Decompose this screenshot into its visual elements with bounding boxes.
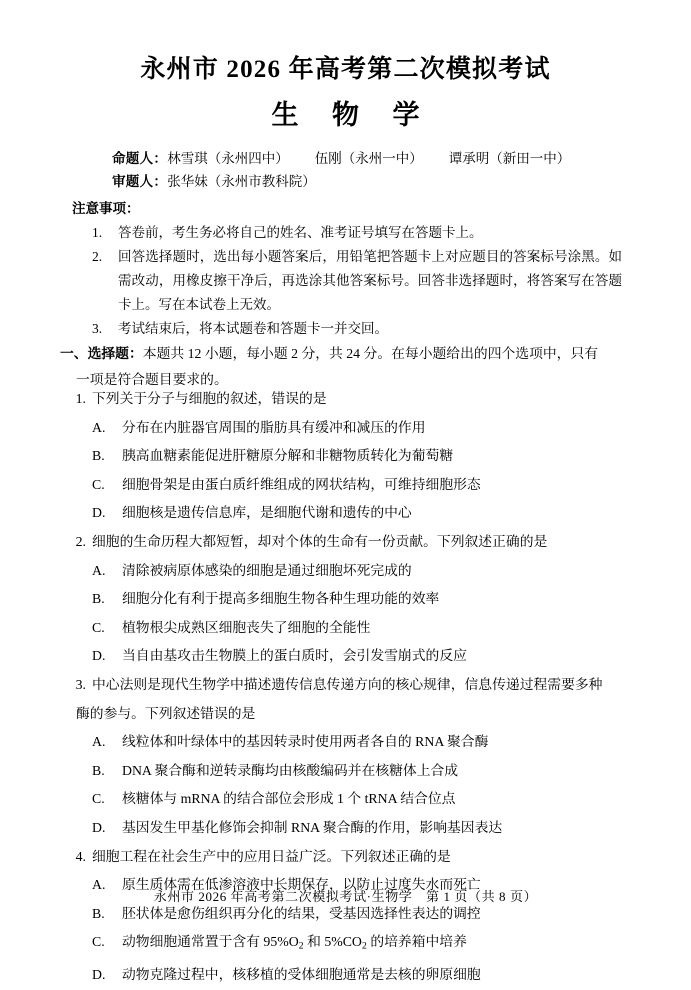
option-a[interactable]	[92, 414, 622, 443]
notice-list	[92, 221, 622, 341]
question-stem: 下列关于分子与细胞的叙述，错误的是	[92, 391, 327, 406]
option-text: 动物克隆过程中，核移植的受体细胞通常是去核的卵原细胞	[122, 967, 481, 983]
option-label: B.	[92, 448, 105, 464]
credits-block	[112, 147, 632, 193]
option-label: C.	[92, 619, 105, 635]
reviewer-row	[112, 170, 632, 193]
question-stem-line2: 酶的参与。下列叙述错误的是	[76, 705, 256, 721]
page-title: 永州市 2026 年高考第二次模拟考试	[140, 56, 551, 83]
setter-row	[112, 147, 632, 170]
option-c[interactable]	[92, 785, 622, 814]
option-d[interactable]	[92, 499, 622, 528]
setter-name-1: 林雪琪（永州四中）	[167, 151, 289, 166]
question-stem: 细胞工程在社会生产中的应用日益广泛。下列叙述正确的是	[92, 848, 451, 864]
section-instruction-line2: 一项是符合题目要求的。	[76, 372, 228, 387]
option-label: A.	[92, 562, 106, 578]
notice-item-text: 答卷前，考生务必将自己的姓名、准考证号填写在答题卡上。	[118, 225, 483, 240]
question-item	[60, 671, 622, 843]
option-label: B.	[92, 905, 105, 921]
option-b[interactable]	[92, 757, 622, 786]
question-number: 1.	[75, 391, 86, 406]
section-instruction-line1: 本题共 12 小题，每小题 2 分，共 24 分。在每小题给出的四个选项中，只有	[142, 346, 599, 361]
option-text: 细胞分化有利于提高多细胞生物各种生理功能的效率	[122, 591, 440, 607]
option-label: D.	[92, 505, 106, 521]
reviewer-name-1: 张华妹（永州市教科院）	[167, 174, 316, 189]
option-label: C.	[92, 476, 105, 492]
setter-label: 命题人：	[112, 151, 168, 166]
option-c[interactable]	[92, 471, 622, 500]
question-stem-line1: 中心法则是现代生物学中描述遗传信息传递方向的核心规律，信息传递过程需要多种	[92, 676, 603, 692]
option-c[interactable]	[92, 928, 622, 961]
option-text: 细胞核是遗传信息库，是细胞代谢和遗传的中心	[122, 505, 412, 521]
option-label: A.	[92, 419, 106, 435]
option-a[interactable]	[92, 728, 622, 757]
section-label: 一、选择题：	[60, 346, 143, 361]
reviewer-label: 审题人：	[112, 174, 168, 189]
subject-title: 生 物 学	[271, 100, 433, 130]
option-text: 分布在内脏器官周围的脂肪具有缓冲和减压的作用	[122, 419, 426, 435]
option-label: D.	[92, 967, 106, 983]
option-text: 线粒体和叶绿体中的基因转录时使用两者各自的 RNA 聚合酶	[122, 734, 489, 750]
option-text: 动物细胞通常置于含有 $95\%O_2$ 和 $5\%CO_2$ 的培养箱中培养	[122, 934, 467, 952]
notice-item-text: 考试结束后，将本试题卷和答题卡一并交回。	[118, 321, 388, 336]
option-a[interactable]	[92, 557, 622, 586]
question-number: 4.	[75, 848, 86, 864]
setter-name-3: 谭承明（新田一中）	[448, 151, 571, 166]
option-label: C.	[92, 934, 105, 950]
question-number: 2.	[75, 533, 86, 549]
option-list	[92, 557, 622, 671]
option-d[interactable]	[92, 961, 622, 990]
notice-item-text: 回答选择题时，选出每小题答案后，用铅笔把答题卡上对应题目的答案标号涂黑。如需改动，用橡皮擦干净后，再选涂其他答案标号。回答非选择题时，将答案写在答题卡上。写在本试卷上无效。	[118, 249, 622, 312]
option-label: D.	[92, 819, 106, 835]
option-b[interactable]	[92, 442, 622, 471]
option-d[interactable]	[92, 814, 622, 843]
question-item	[60, 385, 622, 528]
option-text: 胰高血糖素能促进肝糖原分解和非糖物质转化为葡萄糖	[122, 448, 454, 464]
option-label: A.	[92, 877, 106, 893]
question-item	[60, 843, 622, 990]
notice-item-number: 2.	[92, 249, 103, 264]
question-stem	[76, 671, 622, 728]
option-b[interactable]	[92, 585, 622, 614]
notice-heading: 注意事项：	[72, 201, 140, 216]
notice-item	[92, 245, 622, 317]
option-label: D.	[92, 648, 106, 664]
page-footer: 永州市 2026 年高考第二次模拟考试·生物学 第 1 页（共 8 页）	[153, 889, 538, 904]
option-text: 基因发生甲基化修饰会抑制 RNA 聚合酶的作用，影响基因表达	[122, 819, 503, 835]
option-text: 核糖体与 mRNA 的结合部位会形成 1 个 tRNA 结合位点	[122, 791, 456, 807]
option-list	[92, 728, 622, 842]
option-text: 清除被病原体感染的细胞是通过细胞坏死完成的	[122, 562, 412, 578]
option-label: C.	[92, 791, 105, 807]
notice-item	[92, 317, 622, 341]
option-text: 植物根尖成熟区细胞丧失了细胞的全能性	[122, 619, 371, 635]
option-text: 胚状体是愈伤组织再分化的结果，受基因选择性表达的调控	[122, 905, 481, 921]
option-text: 原生质体需在低渗溶液中长期保存，以防止过度失水而死亡	[122, 877, 481, 893]
question-number: 3.	[75, 676, 86, 692]
notice-item-number: 1.	[92, 225, 103, 240]
question-item	[60, 528, 622, 671]
option-label: A.	[92, 734, 106, 750]
notice-item-number: 3.	[92, 321, 103, 336]
question-stem: 细胞的生命历程大都短暂，却对个体的生命有一份贡献。下列叙述正确的是	[92, 533, 548, 549]
option-list	[92, 414, 622, 528]
option-text: 细胞骨架是由蛋白质纤维组成的网状结构，可维持细胞形态	[122, 476, 481, 492]
option-label: B.	[92, 591, 105, 607]
setter-name-2: 伍刚（永州一中）	[314, 151, 423, 166]
option-c[interactable]	[92, 614, 622, 643]
option-d[interactable]	[92, 642, 622, 671]
option-label: B.	[92, 762, 105, 778]
option-text: 当自由基攻击生物膜上的蛋白质时，会引发雪崩式的反应	[122, 648, 467, 664]
notice-item	[92, 221, 622, 245]
option-text: DNA 聚合酶和逆转录酶均由核酸编码并在核糖体上合成	[122, 762, 459, 778]
